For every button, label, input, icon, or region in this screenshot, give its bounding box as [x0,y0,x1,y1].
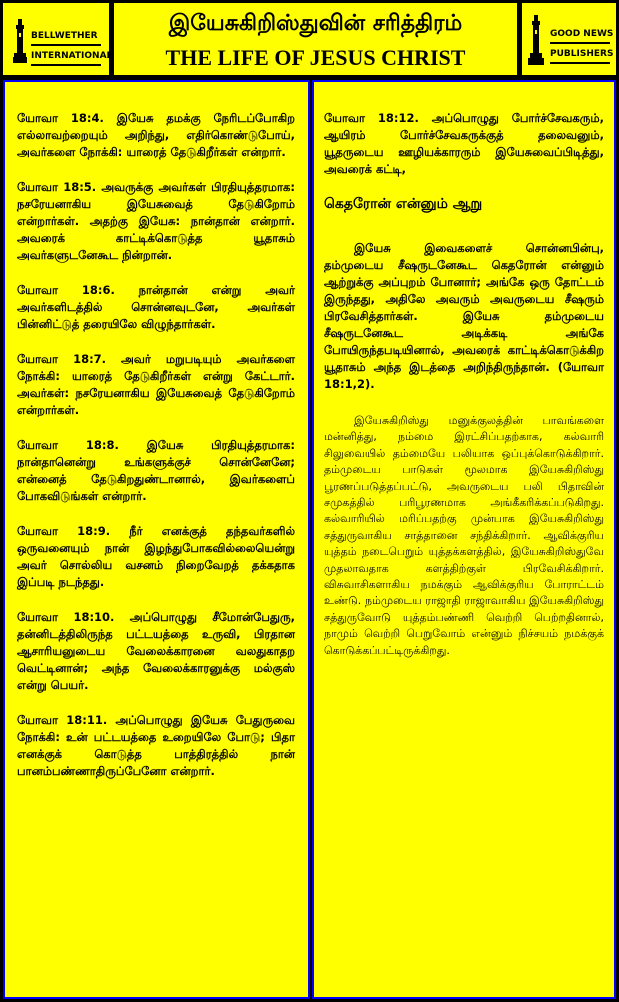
verse-18-7: யோவா 18:7. அவர் மறுபடியும் அவர்களை நோக்கி: யாரைத் தேடுகிறீர்கள் என்று கேட்டார். அவர்கள்: நசரேயனாகிய இயேசுவைத் தேடுகிறோம் என்றார்கள். [17,352,295,417]
title-banner [114,3,517,75]
narrative-paragraph: இயேசு இவைகளைச் சொன்னபின்பு, தம்முடைய சீஷருடனேகூட கெதரோன் என்னும் ஆற்றுக்கு அப்புறம் போனார்; அங்கே ஒரு தோட்டம் இருந்தது, அதிலே அவரும் அவருடைய சீஷரும் பிரவேசித்தார்கள். இயேசு தம்முடைய சீஷருடனேகூட அடிக்கடி அங்கே போயிருந்தபடியினால், அவரைக் காட்டிக்கொடுக்கிற யூதாசும் அந்த இடத்தை அறிந்திருந்தான். (யோவா 18:1,2). [324,241,604,391]
divider [550,62,610,64]
page-title-tamil: இயேசுகிறிஸ்துவின் சரித்திரம் [168,11,463,36]
verse-18-9: யோவா 18:9. நீர் எனக்குத் தந்தவர்களில் ஒருவனையும் நான் இழந்துபோகவில்லையென்று அவர் சொல்லிய வசனம் நிறைவேறத் தக்கதாக இப்படி நடந்தது. [17,524,295,589]
verse-18-6: யோவா 18:6. நான்தான் என்று அவர் அவர்களிடத்தில் சொன்னவுடனே, அவர்கள் பின்னிட்டுத் தரையிலே விழுந்தார்கள். [17,283,295,331]
verse-18-12: யோவா 18:12. அப்பொழுது போர்ச்சேவகரும், ஆயிரம் போர்ச்சேவகருக்குத் தலைவனும், யூதருடைய ஊழியக்காரரும் இயேசுவைப்பிடித்து, அவரைக் கட்டி, [324,111,604,176]
logo-left-line2: INTERNATIONAL [31,51,113,61]
verse-18-10: யோவா 18:10. அப்பொழுது சீமோன்பேதுரு, தன்னிடத்திலிருந்த பட்டயத்தை உருவி, பிரதான ஆசாரியனுடைய வேலைக்காரனை வலதுகாதற வெட்டினான்; அந்த வேலைக்காரனுக்கு மல்குஸ் என்று பெயர். [17,610,295,692]
logo-right-line1: GOOD NEWS [550,29,614,39]
divider [31,44,101,46]
verse-18-5: யோவா 18:5. அவருக்கு அவர்கள் பிரதியுத்தரமாக: நசரேயனாகிய இயேசுவைத் தேடுகிறோம் என்றார்கள். அதற்கு இயேசு: நான்தான் என்றார். அவரைக் காட்டிக்கொடுத்த யூதாசும் அவர்களுடனேகூட நின்றான். [17,180,295,262]
right-column [312,80,616,999]
left-column [3,80,310,999]
section-heading: கெதரோன் என்னும் ஆறு [324,196,483,212]
publisher-logo-left [3,3,113,75]
verse-18-4: யோவா 18:4. இயேசு தமக்கு நேரிடப்போகிற எல்லாவற்றையும் அறிந்து, எதிர்கொண்டுபோய், அவர்களை நோக்கி: யாரைத் தேடுகிறீர்கள் என்றார். [17,111,295,159]
logo-left-line1: BELLWETHER [31,31,98,41]
tower-icon [13,19,27,63]
publisher-logo-right [522,3,616,75]
tower-icon [528,15,544,65]
verse-18-8: யோவா 18:8. இயேசு பிரதியுத்தரமாக: நான்தானென்று உங்களுக்குச் சொன்னேனே; என்னைத் தேடுகிறதுண்டானால், இவர்களைப் போகவிடுங்கள் என்றார். [17,438,295,503]
logo-right-line2: PUBLISHERS [550,49,614,59]
divider [31,64,101,66]
verse-18-11: யோவா 18:11. அப்பொழுது இயேசு பேதுருவை நோக்கி: உன் பட்டயத்தை உறையிலே போடு; பிதா எனக்குக் கொடுத்த பாத்திரத்தில் நான் பானம்பண்ணாதிருப்பேனோ என்றார். [17,713,295,778]
divider [550,42,610,44]
page-title-english: THE LIFE OF JESUS CHRIST [165,45,466,70]
summary-paragraph: இயேசுகிறிஸ்து மனுக்குலத்தின் பாவங்களை மன்னித்து, நம்மை இரட்சிப்பதற்காக, கல்வாரி சிலுவையில் தம்மையே பலியாக ஒப்புக்கொடுக்கிறார். தம்முடைய பாடுகள் மூலமாக இயேசுகிறிஸ்து பூரணப்படுத்தப்பட்டு, அவருடைய பலி பிதாவின் சமுகத்தில் பரிபூரணமாக அங்கீகரிக்கப்படுகிறது. கல்வாரியில் மரிப்பதற்கு முன்பாக இயேசுகிறிஸ்து சத்துருவாகிய சாத்தானை சந்திக்கிறார். ஆவிக்குரிய யுத்தம் நடைபெறும் யுத்தக்களத்தில், இயேசுகிறிஸ்துவே முதலாவதாக களத்திற்குள் பிரவேசிக்கிறார். விசுவாசிகளாகிய நமக்கும் ஆவிக்குரிய போராட்டம் உண்டு. நம்முடைய ராஜாதி ராஜாவாகிய இயேசுகிறிஸ்து சத்துருவோடு யுத்தம்பண்ணி வெற்றி பெற்றதினால், நாமும் வெற்றி பெறுவோம் என்னும் நிச்சயம் நமக்குக் கொடுக்கப்பட்டிருக்கிறது. [324,414,604,657]
